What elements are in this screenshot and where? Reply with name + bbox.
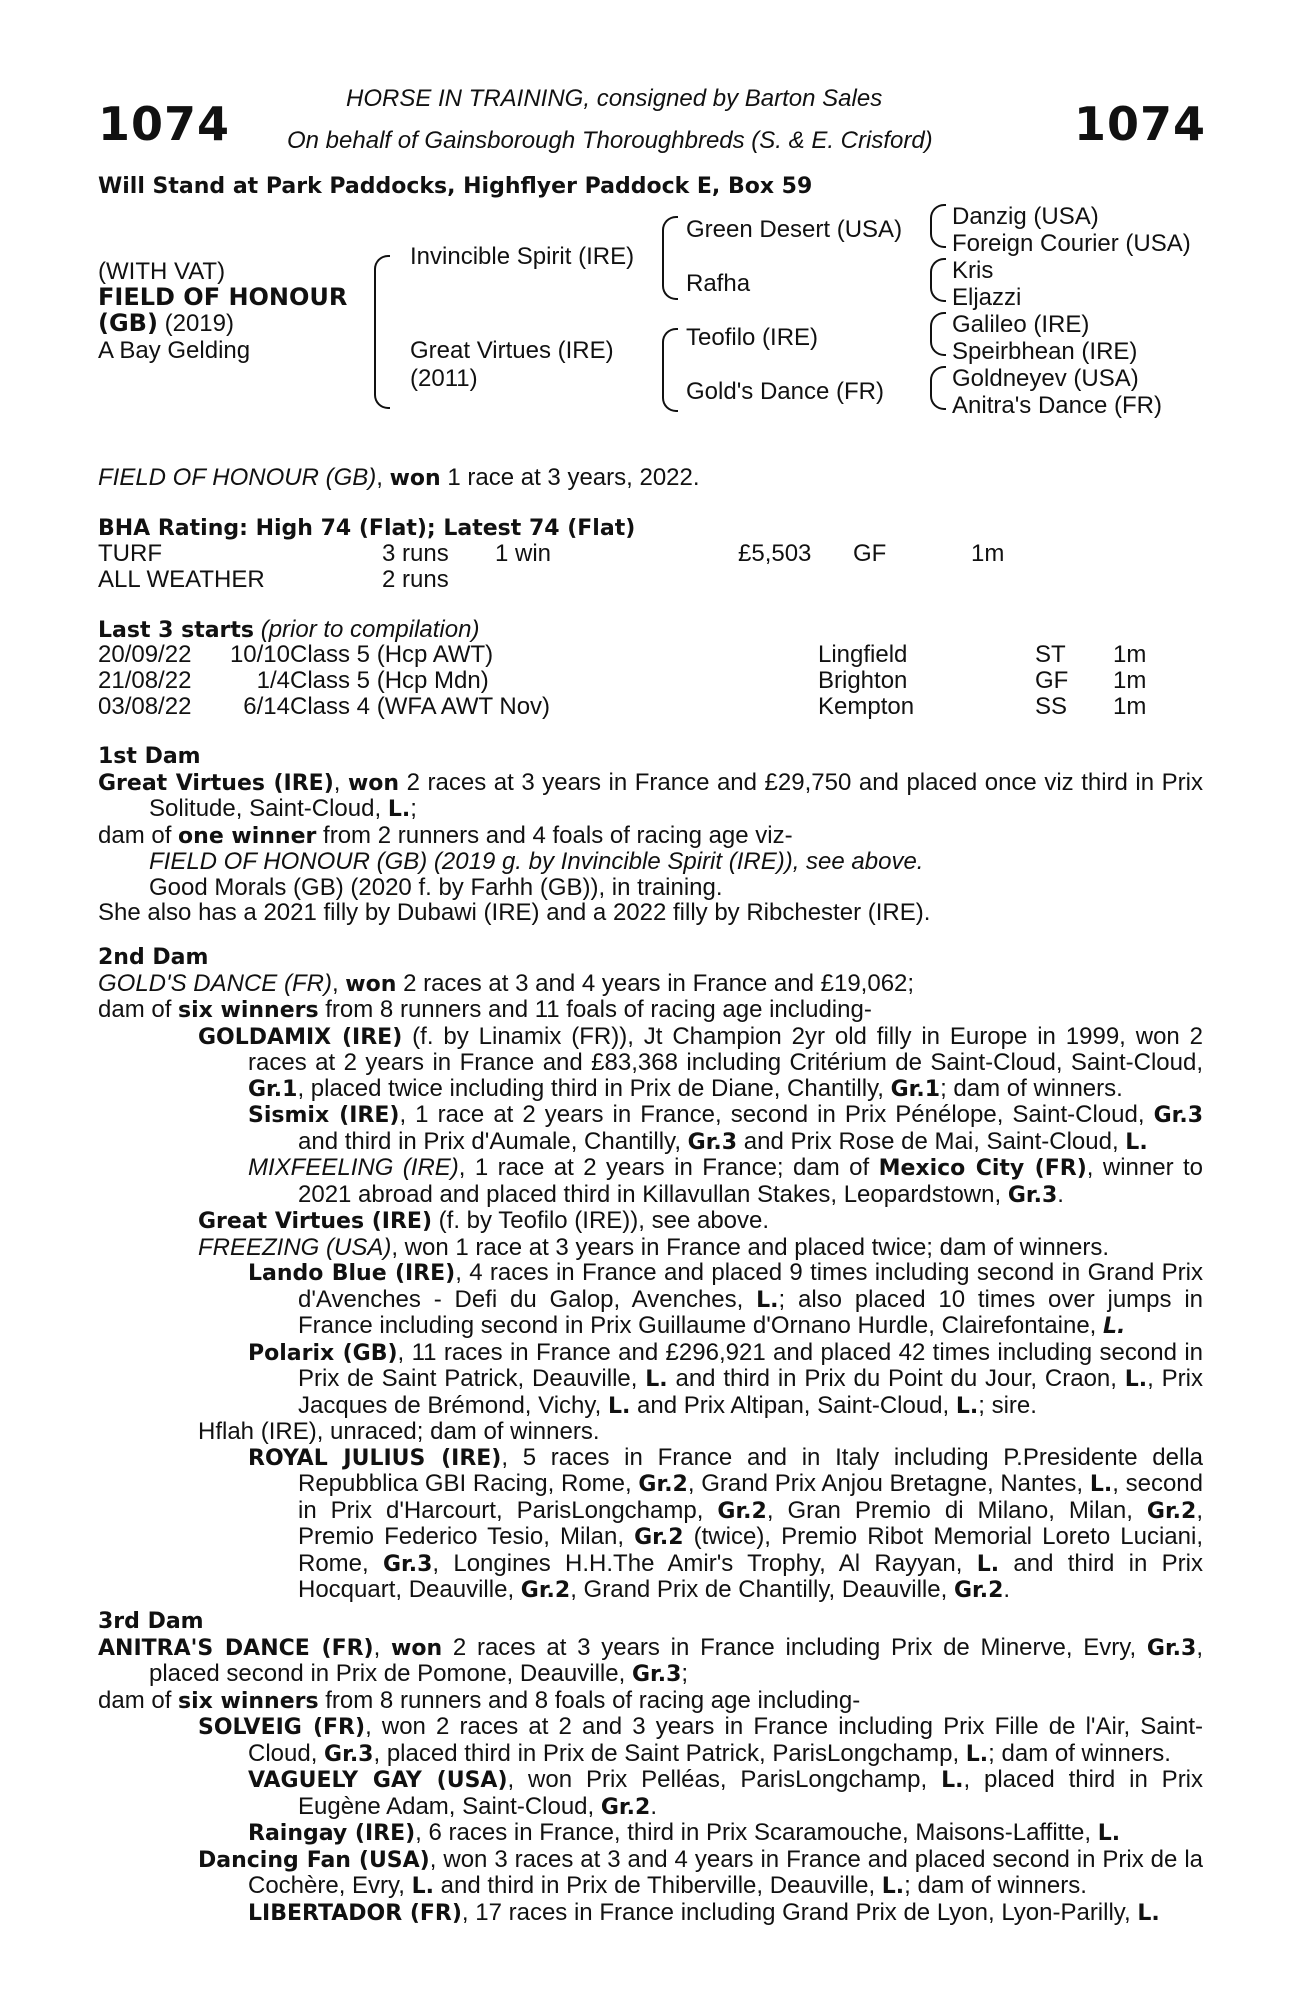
- lot-number-right: 1074: [1073, 97, 1206, 151]
- grade-mark: Gr.2: [600, 1794, 651, 1820]
- winners-count: one winner: [178, 823, 317, 849]
- produce-raingay: [98, 1820, 1203, 1847]
- produce-name: MIXFEELING (IRE): [248, 1154, 459, 1181]
- text: , Grand Prix de Chantilly, Deauville,: [570, 1576, 948, 1603]
- first-dam-won: won: [347, 770, 400, 796]
- start-row: [98, 694, 1198, 720]
- last-starts-title: Last 3 starts: [98, 618, 255, 643]
- text: , second in Prix d'Harcourt, ParisLongchamp,: [298, 1470, 1203, 1524]
- text: ; dam of winners.: [988, 1739, 1171, 1767]
- produce-freezing: [98, 1235, 1203, 1261]
- listed-mark: L.: [1097, 1821, 1121, 1846]
- grade-mark: Gr.3: [382, 1551, 433, 1577]
- lot-number-left: 1074: [98, 97, 231, 151]
- pedigree-sire: Invincible Spirit (IRE): [410, 243, 635, 270]
- text: 2 races at 3 and 4 years in France and £19,062;: [403, 969, 915, 997]
- pedigree-brace-gg1: [930, 204, 946, 248]
- text: , Gran Premio di Milano, Milan,: [766, 1496, 1133, 1524]
- consignor-line: HORSE IN TRAINING, consigned by Barton Sales: [346, 85, 883, 112]
- text: and Prix Rose de Mai, Saint-Cloud,: [743, 1127, 1119, 1155]
- rating-surface-turf: TURF: [98, 540, 162, 567]
- grade-mark: Gr.2: [638, 1472, 688, 1497]
- on-behalf-line: On behalf of Gainsborough Thoroughbreds (S. & E. Crisford): [287, 127, 933, 154]
- text: , Grand Prix Anjou Bretagne, Nantes,: [687, 1470, 1084, 1497]
- text: , Premio Federico Tesio, Milan,: [298, 1496, 1204, 1550]
- text: , won 3 races at 3 and 4 years in France and placed second in Prix de la Cochère, Evry,: [248, 1845, 1204, 1899]
- start-race: Class 5 (Hcp AWT): [290, 641, 494, 668]
- text: and third in Prix du Point du Jour, Craon,: [675, 1365, 1117, 1392]
- text: 2 races at 3 years in France including Prix de Minerve, Evry,: [452, 1633, 1137, 1661]
- grade-mark: Gr.2: [634, 1525, 684, 1550]
- rating-dist-turf: 1m: [971, 540, 1005, 567]
- produce-polarix: [98, 1340, 1203, 1420]
- produce-hflah: Hflah (IRE), unraced; dam of winners.: [198, 1418, 600, 1445]
- listed-mark: L.: [645, 1367, 668, 1392]
- produce-name: GOLDAMIX (IRE): [198, 1024, 403, 1050]
- first-dam-foals-note: She also has a 2021 filly by Dubawi (IRE) and a 2022 filly by Ribchester (IRE).: [98, 899, 931, 926]
- listed-mark: L.: [756, 1287, 779, 1313]
- listed-mark: L.: [1125, 1129, 1148, 1155]
- text: , winner to 2021 abroad and placed third in Killavullan Stakes, Leopardstown,: [298, 1154, 1204, 1208]
- horse-name: FIELD OF HONOUR: [98, 283, 348, 311]
- first-dam-name: Great Virtues (IRE): [98, 770, 334, 796]
- punct: ;: [681, 1660, 689, 1687]
- produce-name: Mexico City (FR): [878, 1156, 1087, 1181]
- text: , placed twice including third in Prix de Diane, Chantilly,: [297, 1074, 884, 1102]
- grade-mark: Gr.2: [1146, 1498, 1197, 1524]
- punct: .: [650, 1792, 657, 1820]
- pedigree-ggp-1: Danzig (USA): [952, 203, 1099, 230]
- produce-name: Raingay (IRE): [248, 1821, 416, 1846]
- produce-name: ROYAL JULIUS (IRE): [248, 1445, 502, 1471]
- start-going: SS: [1035, 693, 1068, 720]
- text: , 5 races in France and in Italy including P.Presidente della Repubblica GBI Racing, Rome,: [298, 1443, 1203, 1497]
- race-summary: FIELD OF HONOUR (GB), won 1 race at 3 years, 2022.: [98, 464, 700, 491]
- start-position: 1/4: [256, 667, 290, 694]
- second-dam-section: [98, 945, 1203, 1604]
- start-distance: 1m: [1113, 641, 1147, 668]
- text: (f. by Linamix (FR)), Jt Champion 2yr old filly in Europe in 1999, won 2 races at 2 years in France and £83,368 including Critérium de Saint-Cloud, Saint-Cloud,: [248, 1022, 1204, 1076]
- grade-mark: Gr.3: [631, 1662, 682, 1687]
- produce-mixfeeling: [98, 1155, 1203, 1208]
- pedigree-dam-year: (2011): [410, 365, 478, 392]
- third-dam-won: won: [391, 1635, 443, 1661]
- grade-mark: Gr.3: [687, 1129, 738, 1155]
- second-dam-won: won: [345, 971, 397, 997]
- first-dam-heading: 1st Dam: [98, 744, 201, 769]
- text: , 1 race at 2 years in France; dam of: [458, 1154, 870, 1181]
- punct: .: [1003, 1576, 1011, 1603]
- start-distance: 1m: [1113, 667, 1147, 694]
- second-dam-record: GOLD'S DANCE (FR), won 2 races at 3 and 4 years in France and £19,062;: [98, 969, 915, 997]
- pedigree-brace-gg3: [930, 312, 946, 356]
- last-starts-heading: [98, 617, 479, 644]
- last-starts-table: [98, 642, 1198, 722]
- stand-location: Will Stand at Park Paddocks, Highflyer Paddock E, Box 59: [98, 174, 813, 199]
- listed-mark: L.: [607, 1393, 631, 1419]
- grade-mark: Gr.2: [717, 1498, 767, 1524]
- text: dam of: [98, 821, 172, 849]
- pedigree-ggp-3: Kris: [952, 257, 994, 284]
- pedigree-brace-main: [374, 255, 390, 409]
- produce-field-of-honour: FIELD OF HONOUR (GB) (2019 g. by Invincible Spirit (IRE)), see above.: [149, 848, 924, 875]
- listed-mark: L.: [1089, 1472, 1113, 1497]
- produce-great-virtues: [98, 1208, 1203, 1235]
- pedigree-ggp-4: Eljazzi: [952, 284, 1022, 311]
- first-dam-produce-intro: [98, 823, 1203, 850]
- text: (f. by Teofilo (IRE)), see above.: [438, 1207, 770, 1234]
- produce-name: VAGUELY GAY (USA): [248, 1768, 508, 1793]
- start-date: 03/08/22: [98, 693, 192, 720]
- text: , won 2 races at 2 and 3 years in France including Prix Fille de l'Air, Saint-Cloud,: [248, 1713, 1203, 1767]
- listed-mark: L.: [1103, 1314, 1126, 1339]
- produce-name: Sismix (IRE): [248, 1103, 400, 1128]
- start-going: GF: [1035, 667, 1069, 694]
- text: ; sire.: [978, 1391, 1037, 1419]
- horse-country: (GB): [98, 309, 158, 337]
- rating-runs-aw: 2 runs: [382, 566, 449, 593]
- text: from 8 runners and 8 foals of racing age including-: [325, 1686, 861, 1714]
- pedigree-ggp-8: Anitra's Dance (FR): [952, 392, 1162, 419]
- summary-won: won: [389, 466, 441, 491]
- start-race: Class 4 (WFA AWT Nov): [290, 693, 551, 720]
- grade-mark: Gr.3: [1007, 1182, 1058, 1208]
- grade-mark: Gr.3: [1146, 1635, 1197, 1661]
- last-starts-note: (prior to compilation): [260, 616, 480, 643]
- produce-name: SOLVEIG (FR): [198, 1715, 366, 1740]
- punct: ;: [410, 795, 417, 822]
- winners-count: six winners: [178, 1688, 319, 1714]
- produce-name: LIBERTADOR (FR): [248, 1900, 462, 1926]
- rating-runs-turf: 3 runs: [382, 540, 449, 567]
- produce-sismix: [98, 1102, 1203, 1155]
- produce-name: FREEZING (USA): [198, 1233, 392, 1261]
- text: from 8 runners and 11 foals of racing age including-: [325, 996, 872, 1023]
- text: , won 1 race at 3 years in France and placed twice; dam of winners.: [391, 1233, 1110, 1261]
- listed-mark: L.: [881, 1874, 905, 1899]
- text: , 6 races in France, third in Prix Scaramouche, Maisons-Laffitte,: [415, 1819, 1092, 1846]
- start-row: [98, 668, 1198, 694]
- pedigree-brace-gg4: [930, 366, 946, 410]
- text: , placed third in Prix de Saint Patrick, ParisLongchamp,: [373, 1739, 960, 1767]
- pedigree-ggp-5: Galileo (IRE): [952, 311, 1090, 338]
- first-dam-section: [98, 744, 1203, 926]
- produce-lando-blue: [98, 1260, 1203, 1340]
- produce-dancing-fan: [98, 1847, 1203, 1900]
- produce-solveig: [98, 1714, 1203, 1767]
- grade-mark: Gr.1: [248, 1076, 298, 1102]
- text: , Prix Jacques de Brémond, Vichy,: [298, 1365, 1203, 1419]
- third-dam-heading: 3rd Dam: [98, 1609, 204, 1634]
- listed-mark: L.: [941, 1768, 964, 1793]
- listed-mark: L.: [965, 1741, 989, 1767]
- text: , 17 races in France including Grand Prix de Lyon, Lyon-Parilly,: [461, 1898, 1131, 1926]
- winners-count: six winners: [178, 998, 319, 1023]
- rating-prize-turf: £5,503: [738, 540, 812, 567]
- horse-description: A Bay Gelding: [98, 337, 251, 364]
- summary-horse-name: FIELD OF HONOUR (GB): [98, 464, 377, 491]
- pedigree-sire-sire: Green Desert (USA): [686, 216, 903, 243]
- listed-mark: L.: [411, 1874, 434, 1899]
- pedigree-brace-gg2: [930, 258, 946, 302]
- start-course: Brighton: [818, 667, 908, 694]
- grade-mark: Gr.3: [1153, 1103, 1203, 1128]
- rating-wins-turf: 1 win: [495, 540, 552, 567]
- text: , placed third in Prix Eugène Adam, Saint-Cloud,: [298, 1766, 1204, 1820]
- start-date: 21/08/22: [98, 667, 192, 694]
- start-course: Lingfield: [818, 641, 908, 668]
- rating-table: [98, 541, 1198, 595]
- text: dam of: [98, 1686, 172, 1714]
- text: from 2 runners and 4 foals of racing age viz-: [323, 821, 793, 849]
- second-dam-produce-intro: [98, 997, 1203, 1024]
- vat-note: (WITH VAT): [98, 258, 226, 285]
- pedigree-dam-dam: Gold's Dance (FR): [686, 378, 884, 405]
- listed-mark: L.: [1137, 1900, 1160, 1926]
- grade-mark: Gr.1: [890, 1076, 941, 1102]
- first-dam-record: Great Virtues (IRE), won 2 races at 3 years in France and £29,750 and placed once viz third in Prix Solitude, Saint-Cloud, L.;: [98, 768, 1203, 822]
- text: ; dam of winners.: [940, 1074, 1123, 1102]
- punct: .: [1057, 1180, 1064, 1208]
- text: , Longines H.H.The Amir's Trophy, Al Rayyan,: [432, 1549, 963, 1577]
- rating-going-turf: GF: [853, 540, 887, 567]
- text: , placed second in Prix de Pomone, Deauville,: [149, 1633, 1204, 1687]
- text: , won Prix Pelléas, ParisLongchamp,: [507, 1766, 928, 1793]
- rating-surface-aw: ALL WEATHER: [98, 566, 265, 593]
- start-going: ST: [1035, 641, 1066, 668]
- horse-country-year: [98, 311, 234, 337]
- text: (twice), Premio Ribot Memorial Loreto Luciani, Rome,: [298, 1523, 1203, 1577]
- grade-mark: Gr.3: [324, 1741, 374, 1767]
- text: ; dam of winners.: [904, 1872, 1087, 1899]
- text: , 11 races in France and £296,921 and placed 42 times including second in Prix de Saint Patrick, Deauville,: [298, 1338, 1203, 1392]
- start-course: Kempton: [818, 693, 915, 720]
- third-dam-name: ANITRA'S DANCE (FR): [98, 1635, 374, 1661]
- start-distance: 1m: [1113, 693, 1147, 720]
- second-dam-name: GOLD'S DANCE (FR): [98, 969, 332, 997]
- horse-year: (2019): [164, 310, 234, 337]
- first-dam-record-text: 2 races at 3 years in France and £29,750 and placed once viz third in Prix Solitude, Saint-Cloud,: [149, 768, 1203, 822]
- produce-libertador: [98, 1900, 1203, 1927]
- pedigree-brace-sire: [662, 216, 678, 300]
- produce-good-morals: Good Morals (GB) (2020 f. by Farhh (GB)), in training.: [149, 873, 723, 901]
- produce-name: Great Virtues (IRE): [198, 1209, 432, 1234]
- grade-mark: Gr.2: [520, 1578, 571, 1603]
- text: and third in Prix d'Aumale, Chantilly,: [298, 1127, 681, 1155]
- text: and Prix Altipan, Saint-Cloud,: [637, 1391, 950, 1419]
- listed-mark: L.: [955, 1393, 979, 1419]
- summary-text: 1 race at 3 years, 2022.: [447, 464, 700, 491]
- produce-goldamix: [98, 1024, 1203, 1103]
- produce-royal-julius: [98, 1445, 1203, 1604]
- pedigree-sire-dam: Rafha: [686, 270, 751, 297]
- grade-mark: Gr.2: [953, 1578, 1004, 1603]
- pedigree-dam-sire: Teofilo (IRE): [686, 324, 819, 351]
- listed-mark: L.: [387, 797, 411, 822]
- start-row: [98, 642, 1198, 668]
- produce-vaguely-gay: [98, 1767, 1203, 1820]
- text: and third in Prix de Thiberville, Deauville,: [440, 1872, 876, 1899]
- start-position: 10/10: [229, 641, 290, 668]
- produce-name: Lando Blue (IRE): [248, 1261, 456, 1286]
- pedigree-ggp-7: Goldneyev (USA): [952, 365, 1139, 392]
- text: and third in Prix Hocquart, Deauville,: [298, 1549, 1203, 1603]
- start-position: 6/14: [243, 693, 290, 720]
- third-dam-section: [98, 1609, 1203, 1926]
- text: , 4 races in France and placed 9 times including second in Grand Prix d'Avenches - Defi du Galop, Avenches,: [298, 1259, 1203, 1313]
- pedigree-dam: Great Virtues (IRE): [410, 337, 614, 364]
- second-dam-heading: 2nd Dam: [98, 945, 209, 970]
- text: , 1 race at 2 years in France, second in Prix Pénélope, Saint-Cloud,: [399, 1101, 1145, 1128]
- start-date: 20/09/22: [98, 641, 192, 668]
- pedigree-ggp-6: Speirbhean (IRE): [952, 338, 1138, 365]
- start-race: Class 5 (Hcp Mdn): [290, 667, 489, 694]
- text: dam of: [98, 996, 172, 1023]
- produce-name: Polarix (GB): [248, 1340, 398, 1366]
- listed-mark: L.: [976, 1551, 1000, 1577]
- produce-name: Dancing Fan (USA): [198, 1847, 430, 1873]
- third-dam-record: ANITRA'S DANCE (FR), won 2 races at 3 years in France including Prix de Minerve, Evry, Gr.3, placed second in Prix de Pomone, Deauville, Gr.3;: [98, 1633, 1204, 1687]
- bha-rating-title: BHA Rating: High 74 (Flat); Latest 74 (Flat): [98, 516, 636, 541]
- listed-mark: L.: [1124, 1367, 1148, 1392]
- text: ; also placed 10 times over jumps in France including second in Prix Guillaume d'Ornano Hurdle, Clairefontaine,: [298, 1285, 1203, 1339]
- pedigree-ggp-2: Foreign Courier (USA): [952, 230, 1191, 257]
- pedigree-brace-dam: [662, 328, 678, 412]
- third-dam-produce-intro: [98, 1688, 1203, 1715]
